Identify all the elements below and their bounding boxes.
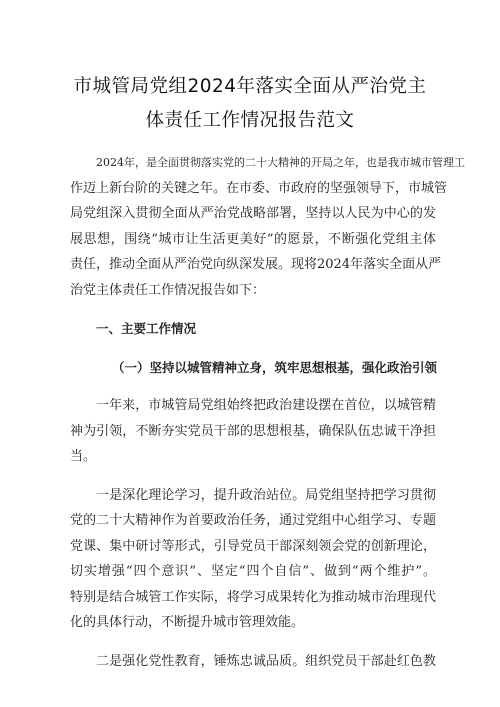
intro-line-2: 作迈上新台阶的关键之年。在市委、市政府的坚强领导下，市城管 [70,180,448,196]
intro-line-3: 局党组深入贯彻全面从严治党战略部署，坚持以人民为中心的发 [70,206,436,221]
para2-line-1: 一是深化理论学习，提升政治站位。局党组坚持把学习贯彻 [96,487,436,503]
para1-line-2: 神为引领，不断夯实党员干部的思想根基，确保队伍忠诚干净担 [70,423,436,439]
subsection-1-heading: （一）坚持以城管精神立身，筑牢思想根基，强化政治引领 [112,359,438,375]
para2-line-6: 化的具体行动，不断提升城市管理效能。 [70,615,305,630]
para2-line-2: 党的二十大精神作为首要政治任务，通过党组中心组学习、专题 [70,513,436,528]
para2-line-4: 切实增强“四个意识”、坚定“四个自信”、做到“两个维护”。 [70,564,436,579]
paragraph-1 [70,393,436,470]
intro-line-1: 2024年，是全面贯彻落实党的二十大精神的开局之年，也是我市城市管理工 [96,156,465,169]
paragraph-2 [70,483,436,636]
document-body [70,150,465,674]
document-title-line-2: 体责任工作情况报告范文 [145,110,355,131]
intro-line-5: 责任，推动全面从严治党向纵深发展。现将2024年落实全面从严 [70,257,442,272]
para3-line-1: 二是强化党性教育，锤炼忠诚品质。组织党员干部赴红色教 [96,653,436,669]
para1-line-3: 当。 [70,449,97,464]
section-1-heading: 一、主要工作情况 [96,321,197,336]
intro-line-4: 展思想，围绕“城市让生活更美好”的愿景，不断强化党组主体 [70,231,436,247]
intro-paragraph [70,150,465,303]
paragraph-3 [70,649,436,675]
para1-line-1: 一年来，市城管局党组始终把政治建设摆在首位，以城管精 [96,398,436,413]
para2-line-3: 党课、集中研讨等形式，引导党员干部深刻领会党的创新理论， [70,538,436,554]
para2-line-5: 特别是结合城管工作实际，将学习成果转化为推动城市治理现代 [70,589,436,605]
document-title-line-1: 市城管局党组2024年落实全面从严治党主 [73,76,427,97]
intro-line-6: 治党主体责任工作情况报告如下： [70,282,266,298]
